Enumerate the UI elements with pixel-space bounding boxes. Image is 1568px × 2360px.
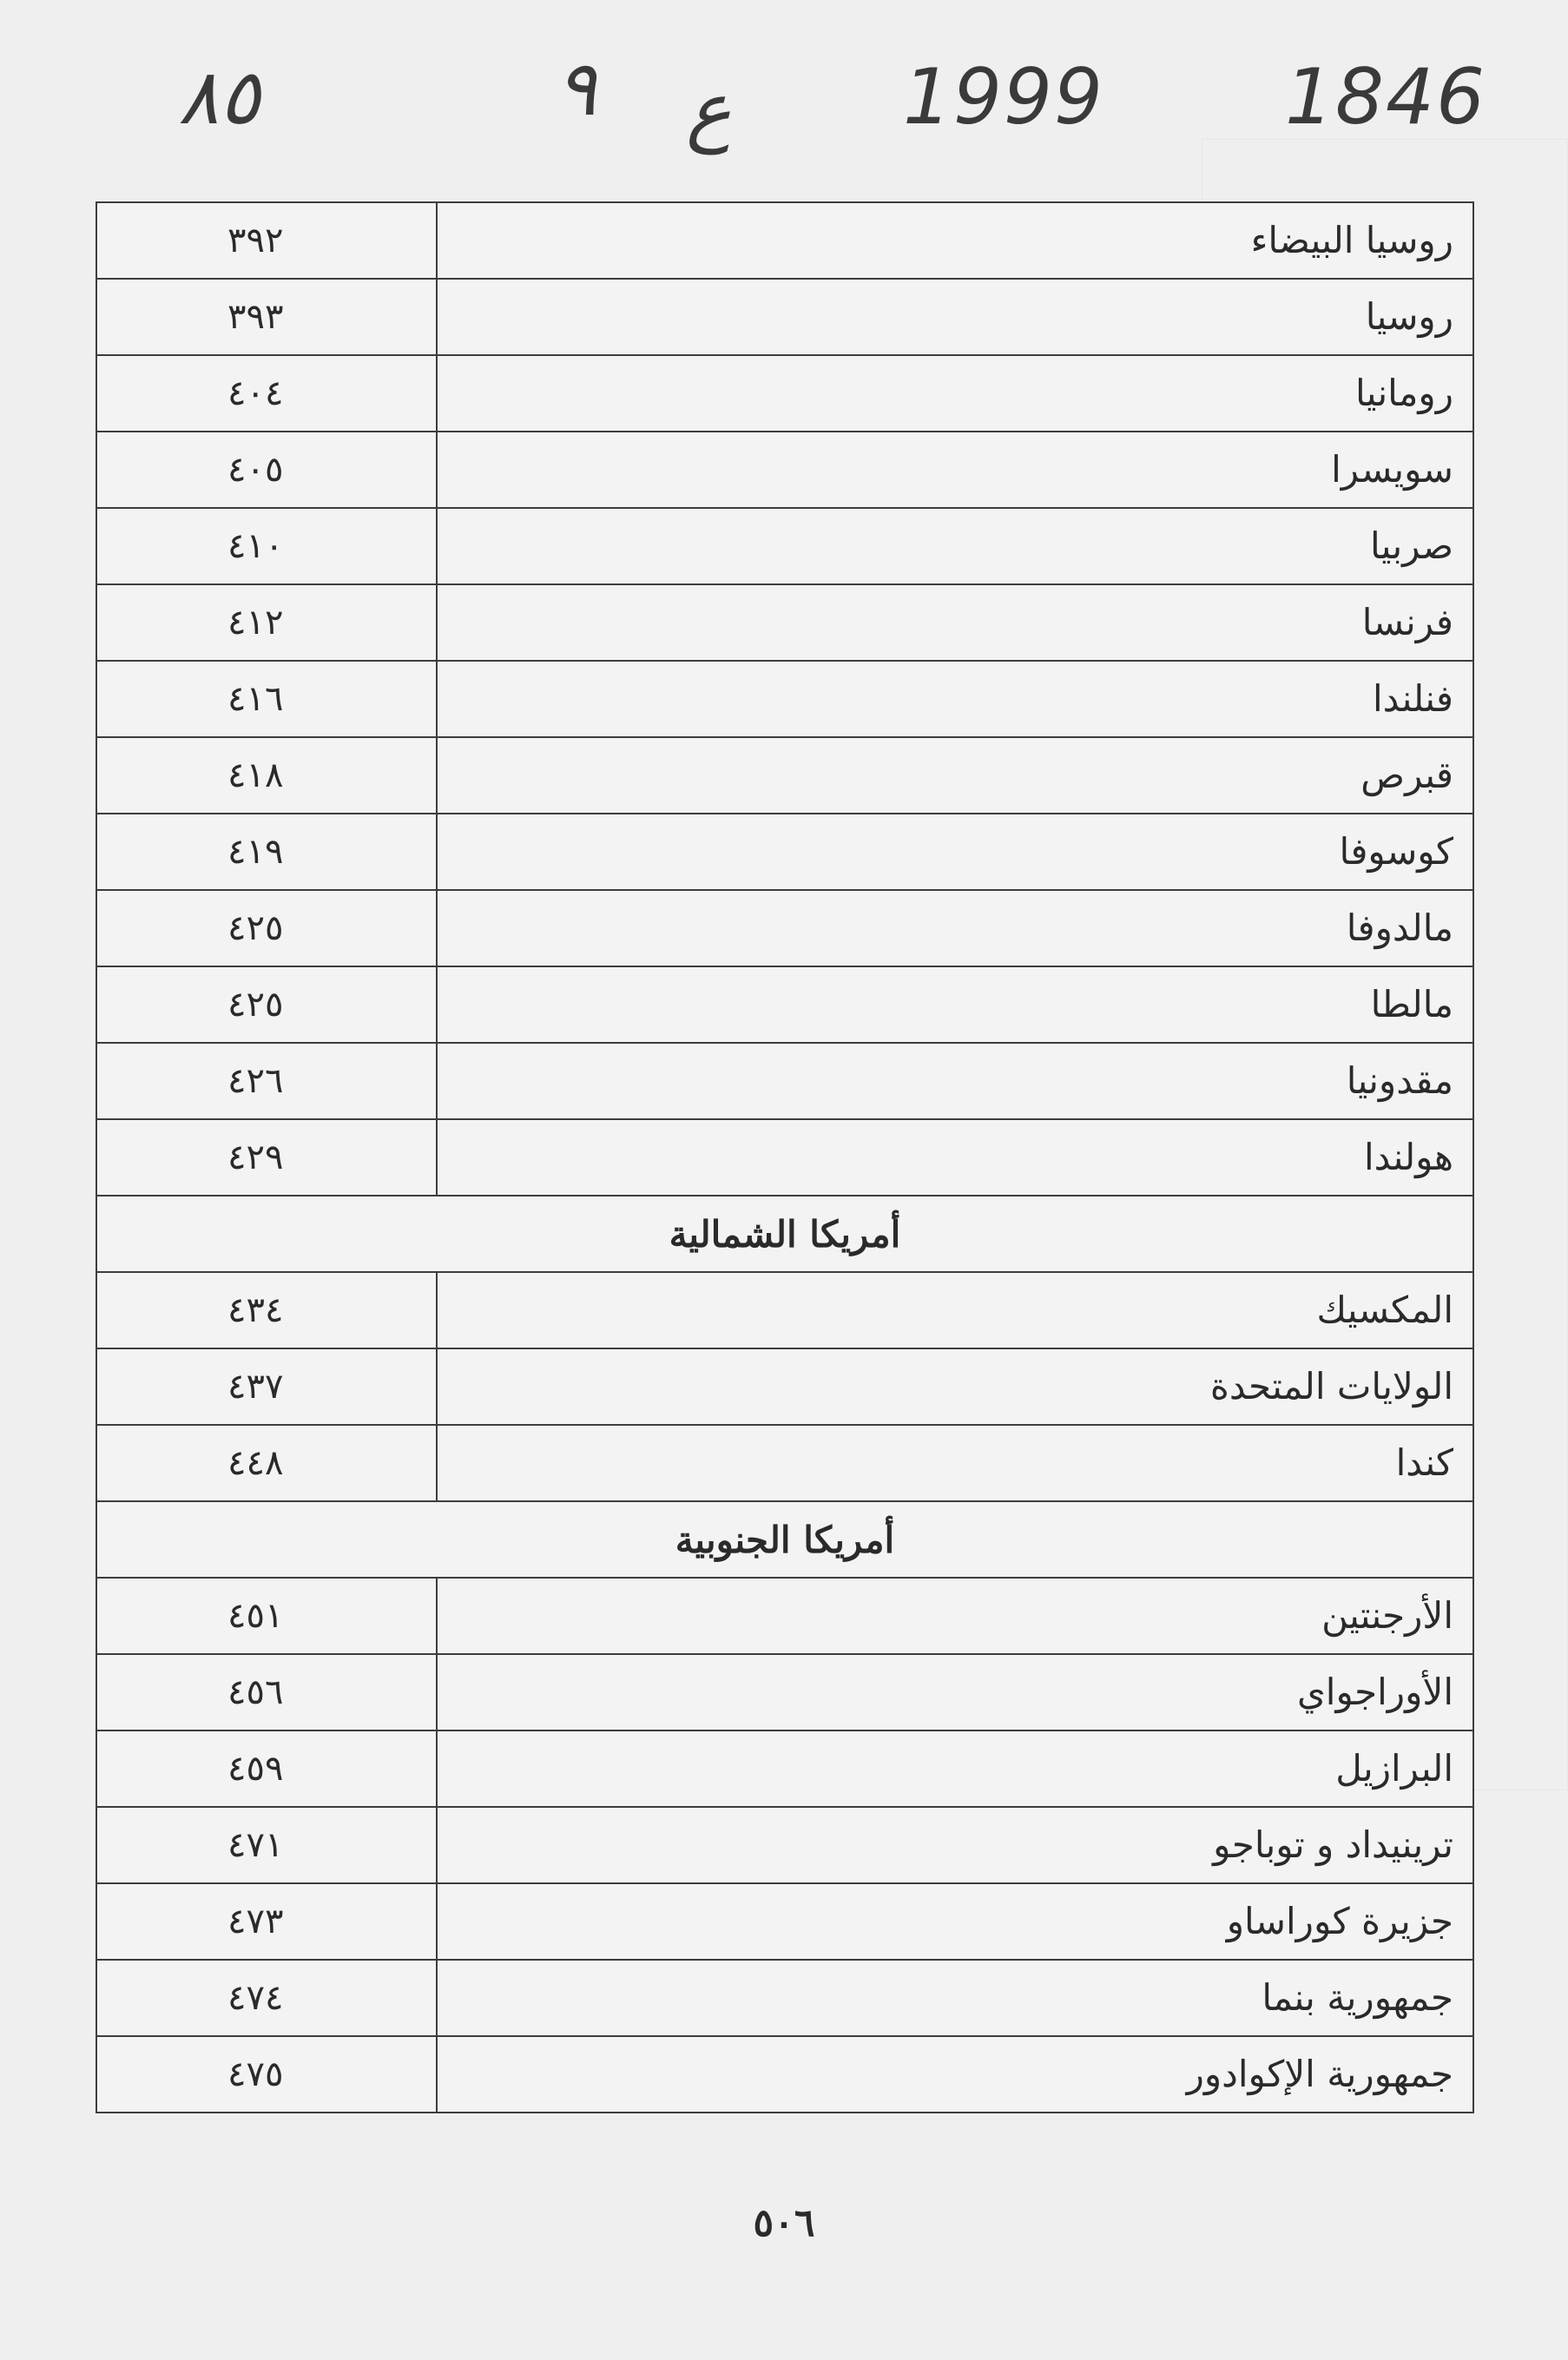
table-row: [96, 1043, 1473, 1119]
country-name: مالدوفا: [437, 890, 1473, 966]
page-reference: ٤٥٦: [96, 1654, 437, 1730]
page-reference: ٤٢٥: [96, 966, 437, 1043]
table-row: [96, 2036, 1473, 2113]
country-name: رومانيا: [437, 355, 1473, 432]
table-row: [96, 890, 1473, 966]
country-name: كوسوفا: [437, 814, 1473, 890]
country-name: صربيا: [437, 508, 1473, 584]
page-reference: ٣٩٢: [96, 202, 437, 279]
table-row: [96, 279, 1473, 355]
page-reference: ٤٣٧: [96, 1348, 437, 1425]
country-name: كندا: [437, 1425, 1473, 1501]
section-heading: أمريكا الجنوبية: [96, 1501, 1473, 1578]
table-row: [96, 814, 1473, 890]
country-name: روسيا البيضاء: [437, 202, 1473, 279]
page-reference: ٤٢٩: [96, 1119, 437, 1196]
page-reference: ٤٤٨: [96, 1425, 437, 1501]
table-row: [96, 508, 1473, 584]
handwritten-year: 1999: [903, 52, 1104, 142]
page-reference: ٤٠٥: [96, 432, 437, 508]
handwritten-number: 1846: [1285, 52, 1486, 142]
table-row: [96, 1425, 1473, 1501]
table-row: [96, 1654, 1473, 1730]
table-row: [96, 661, 1473, 737]
contents-table: [96, 201, 1474, 2113]
page-number: ٥٠٦: [753, 2201, 815, 2245]
page-reference: ٤٢٥: [96, 890, 437, 966]
page-reference: ٤٢٦: [96, 1043, 437, 1119]
contents-table-body: [96, 202, 1473, 2113]
table-row: [96, 737, 1473, 814]
table-row: [96, 355, 1473, 432]
page-reference: ٤١٦: [96, 661, 437, 737]
page-reference: ٤٧١: [96, 1807, 437, 1883]
country-name: سويسرا: [437, 432, 1473, 508]
handwritten-code: ٨٥: [178, 52, 260, 142]
table-row: [96, 1730, 1473, 1807]
section-row: [96, 1196, 1473, 1272]
page-reference: ٤١٠: [96, 508, 437, 584]
page-reference: ٤٥١: [96, 1578, 437, 1654]
country-name: الأوراجواي: [437, 1654, 1473, 1730]
table-row: [96, 1960, 1473, 2036]
country-name: جزيرة كوراساو: [437, 1883, 1473, 1960]
page-reference: ٤٥٩: [96, 1730, 437, 1807]
table-row: [96, 202, 1473, 279]
page-reference: ٤٧٣: [96, 1883, 437, 1960]
table-row: [96, 1119, 1473, 1196]
country-name: جمهورية الإكوادور: [437, 2036, 1473, 2113]
handwritten-letter: ع: [686, 65, 732, 155]
table-row: [96, 1807, 1473, 1883]
table-row: [96, 432, 1473, 508]
table-row: [96, 584, 1473, 661]
country-name: فرنسا: [437, 584, 1473, 661]
country-name: مالطا: [437, 966, 1473, 1043]
page-reference: ٤٣٤: [96, 1272, 437, 1348]
table-row: [96, 1883, 1473, 1960]
page-reference: ٤٠٤: [96, 355, 437, 432]
table-row: [96, 1578, 1473, 1654]
country-name: الولايات المتحدة: [437, 1348, 1473, 1425]
country-name: مقدونيا: [437, 1043, 1473, 1119]
country-name: الأرجنتين: [437, 1578, 1473, 1654]
section-row: [96, 1501, 1473, 1578]
page-reference: ٤١٢: [96, 584, 437, 661]
table-row: [96, 1348, 1473, 1425]
page-reference: ٣٩٣: [96, 279, 437, 355]
section-heading: أمريكا الشمالية: [96, 1196, 1473, 1272]
table-row: [96, 1272, 1473, 1348]
handwritten-header: [0, 35, 1568, 165]
page-reference: ٤١٩: [96, 814, 437, 890]
page-reference: ٤٧٥: [96, 2036, 437, 2113]
country-name: جمهورية بنما: [437, 1960, 1473, 2036]
country-name: ترينيداد و توباجو: [437, 1807, 1473, 1883]
country-name: المكسيك: [437, 1272, 1473, 1348]
table-row: [96, 966, 1473, 1043]
page-reference: ٤٧٤: [96, 1960, 437, 2036]
handwritten-mark: ٩: [556, 43, 597, 133]
country-name: فنلندا: [437, 661, 1473, 737]
country-name: قبرص: [437, 737, 1473, 814]
country-name: البرازيل: [437, 1730, 1473, 1807]
country-name: روسيا: [437, 279, 1473, 355]
country-name: هولندا: [437, 1119, 1473, 1196]
page-reference: ٤١٨: [96, 737, 437, 814]
